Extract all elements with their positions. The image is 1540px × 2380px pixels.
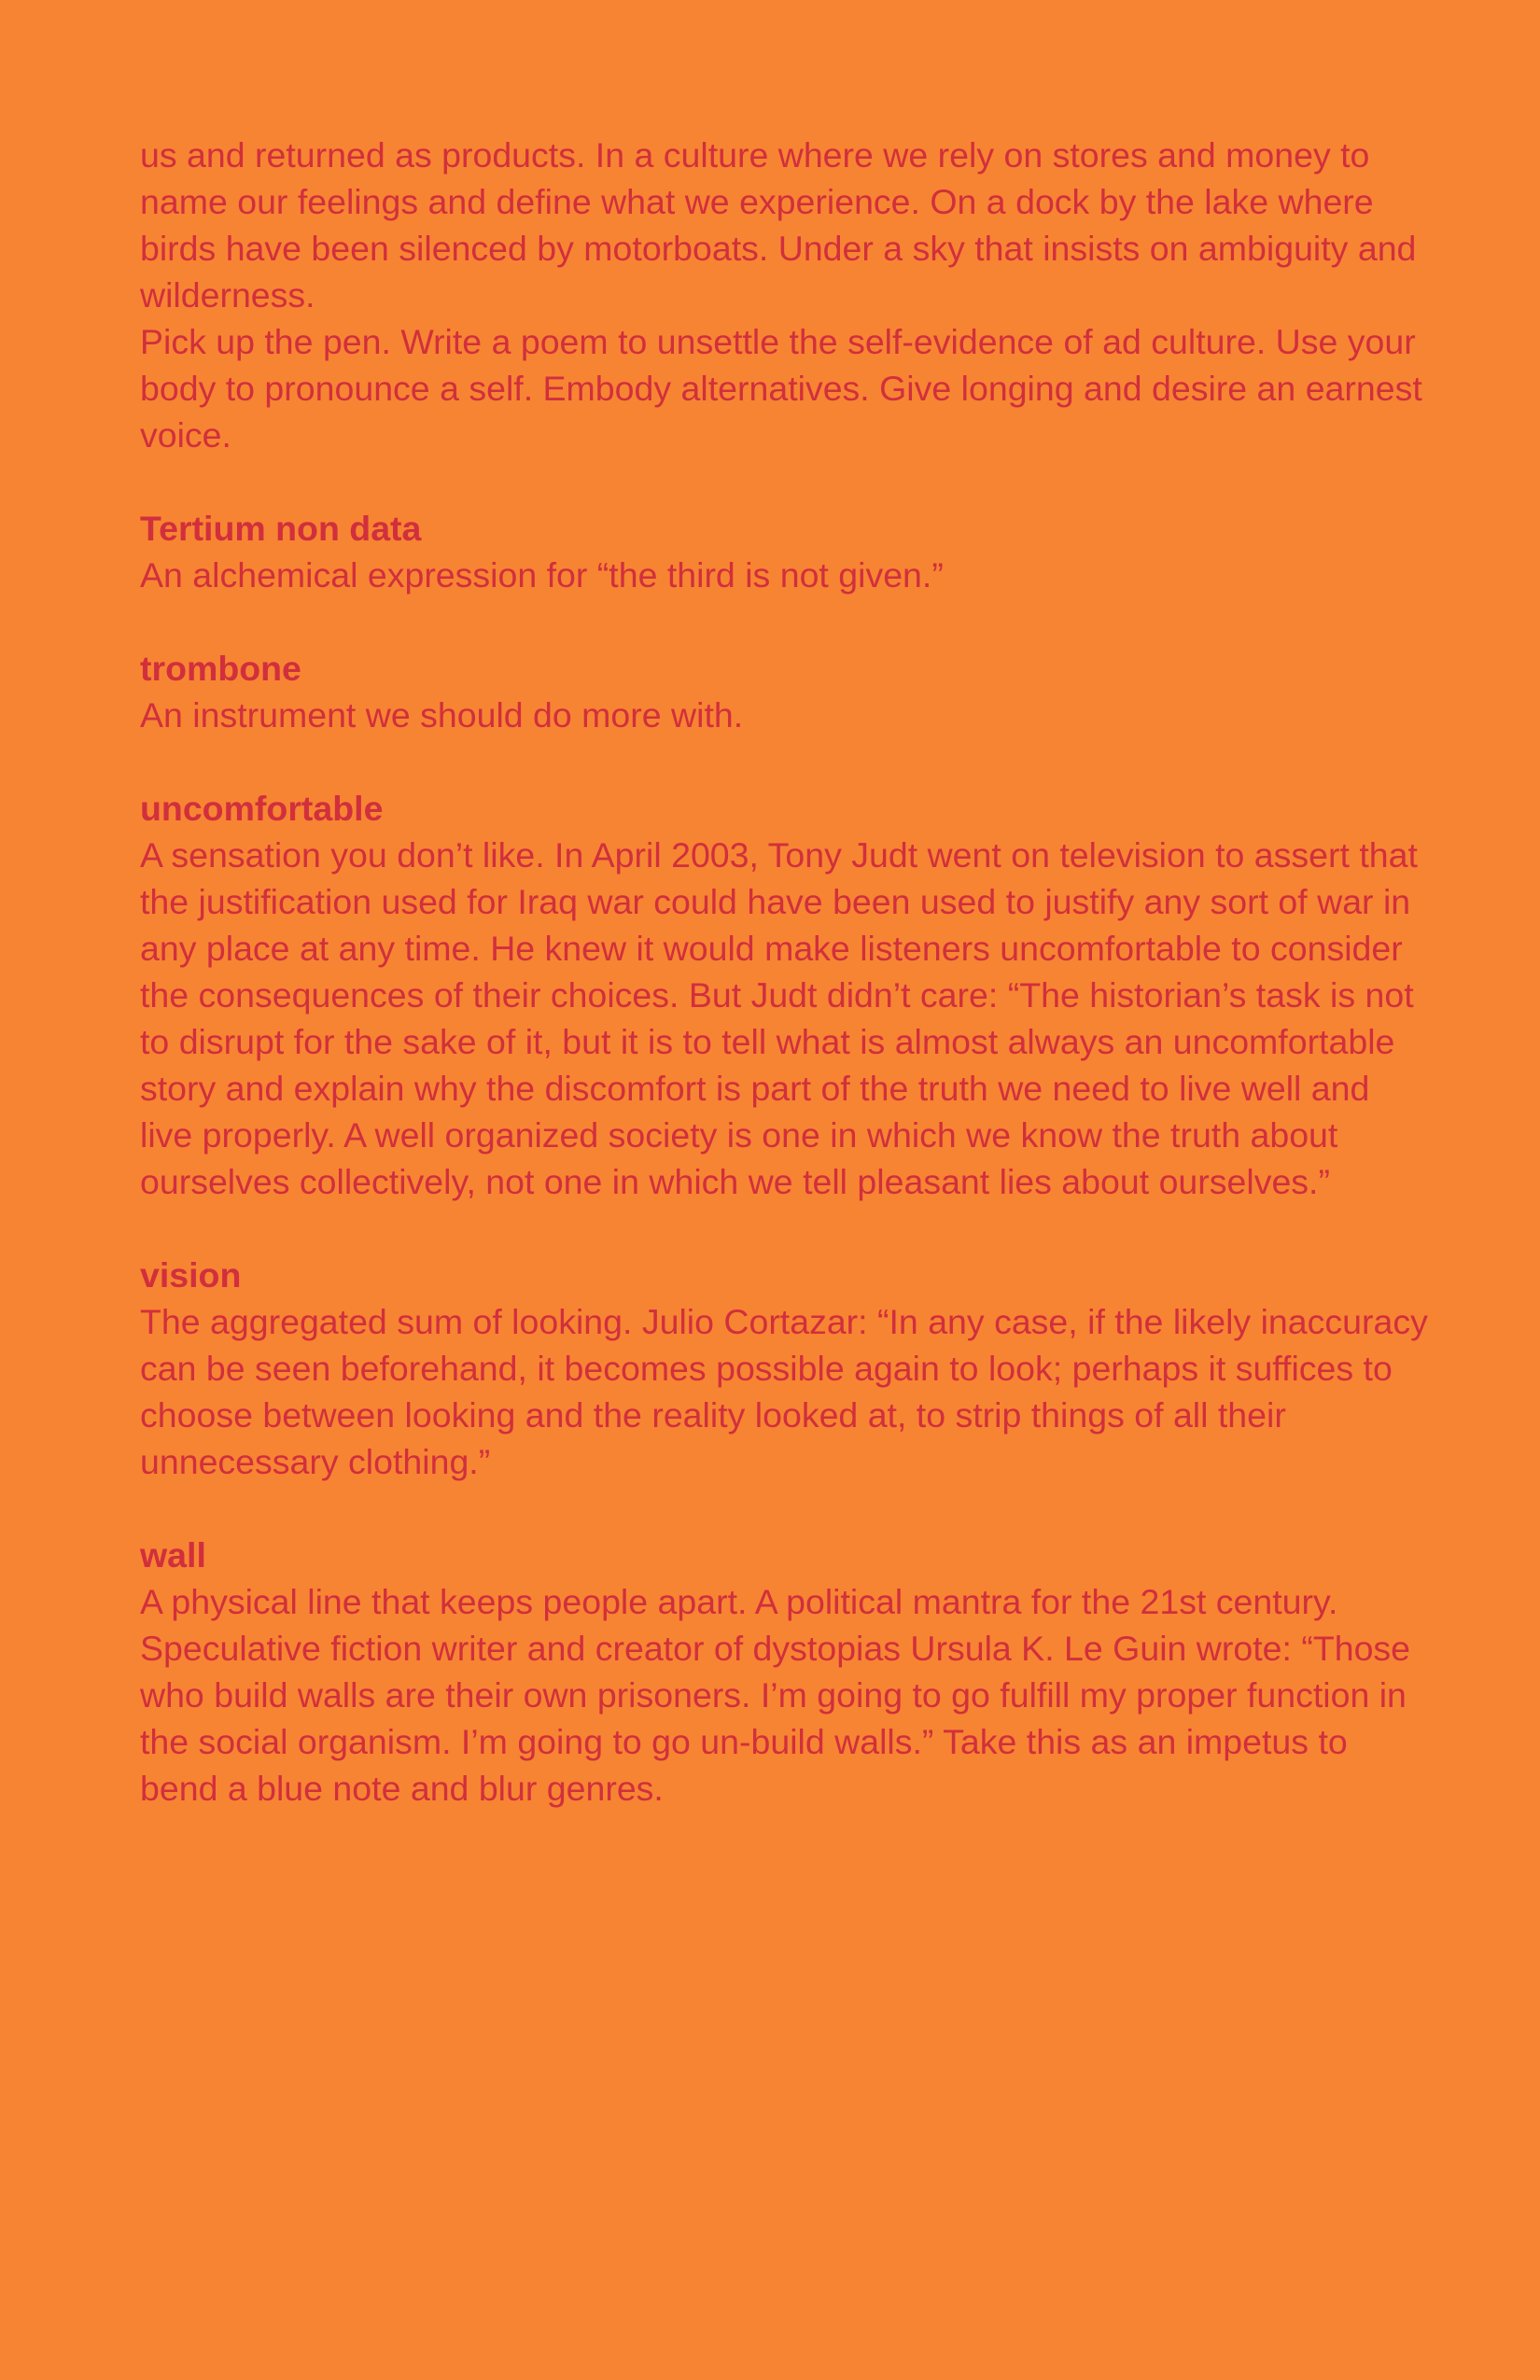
glossary-definition: An alchemical expression for “the third is not given.”: [140, 555, 944, 595]
glossary-page: [140, 132, 1428, 1812]
glossary-definition: A physical line that keeps people apart. A political mantra for the 21st century. Speculative fiction writer and creator of dystopias Ursula K. Le Guin wrote: “Those who build walls are their own prisoners. I’m going to go fulfill my proper function in the social organism. I’m going to go un-build walls.” Take this as an impetus to bend a blue note and blur genres.: [140, 1582, 1411, 1808]
glossary-entry-wall: [140, 1532, 1428, 1812]
glossary-definition: An instrument we should do more with.: [140, 695, 744, 735]
intro-paragraph: us and returned as products. In a culture where we rely on stores and money to name our feelings and define what we experience. On a dock by the lake where birds have been silenced by motorboats. Under a sky that insists on ambiguity and wilderness.: [140, 135, 1417, 315]
glossary-definition: The aggregated sum of looking. Julio Cortazar: “In any case, if the likely inaccuracy can be seen beforehand, it becomes possible again to look; perhaps it suffices to choose between looking and the reality looked at, to strip things of all their unnecessary clothing.”: [140, 1302, 1428, 1481]
intro-paragraph: Pick up the pen. Write a poem to unsettle the self-evidence of ad culture. Use your body to pronounce a self. Embody alternatives. Give longing and desire an earnest voice.: [140, 322, 1422, 455]
glossary-term: vision: [140, 1255, 242, 1295]
glossary-definition: A sensation you don’t like. In April 2003, Tony Judt went on television to assert that the justification used for Iraq war could have been used to justify any sort of war in any place at any time. He knew it would make listeners uncomfortable to consider the consequences of their choices. But Judt didn’t care: “The historian’s task is not to disrupt for the sake of it, but it is to tell what is almost always an uncomfortable story and explain why the discomfort is part of the truth we need to live well and live properly. A well organized society is one in which we know the truth about ourselves collectively, not one in which we tell pleasant lies about ourselves.”: [140, 835, 1418, 1201]
glossary-entry-tertium-non-data: [140, 505, 1428, 598]
glossary-entry-vision: [140, 1252, 1428, 1485]
glossary-term: wall: [140, 1535, 206, 1575]
glossary-term: Tertium non data: [140, 509, 422, 548]
glossary-entry-trombone: [140, 645, 1428, 738]
glossary-term: uncomfortable: [140, 789, 384, 828]
glossary-entry-uncomfortable: [140, 785, 1428, 1205]
glossary-term: trombone: [140, 649, 301, 688]
